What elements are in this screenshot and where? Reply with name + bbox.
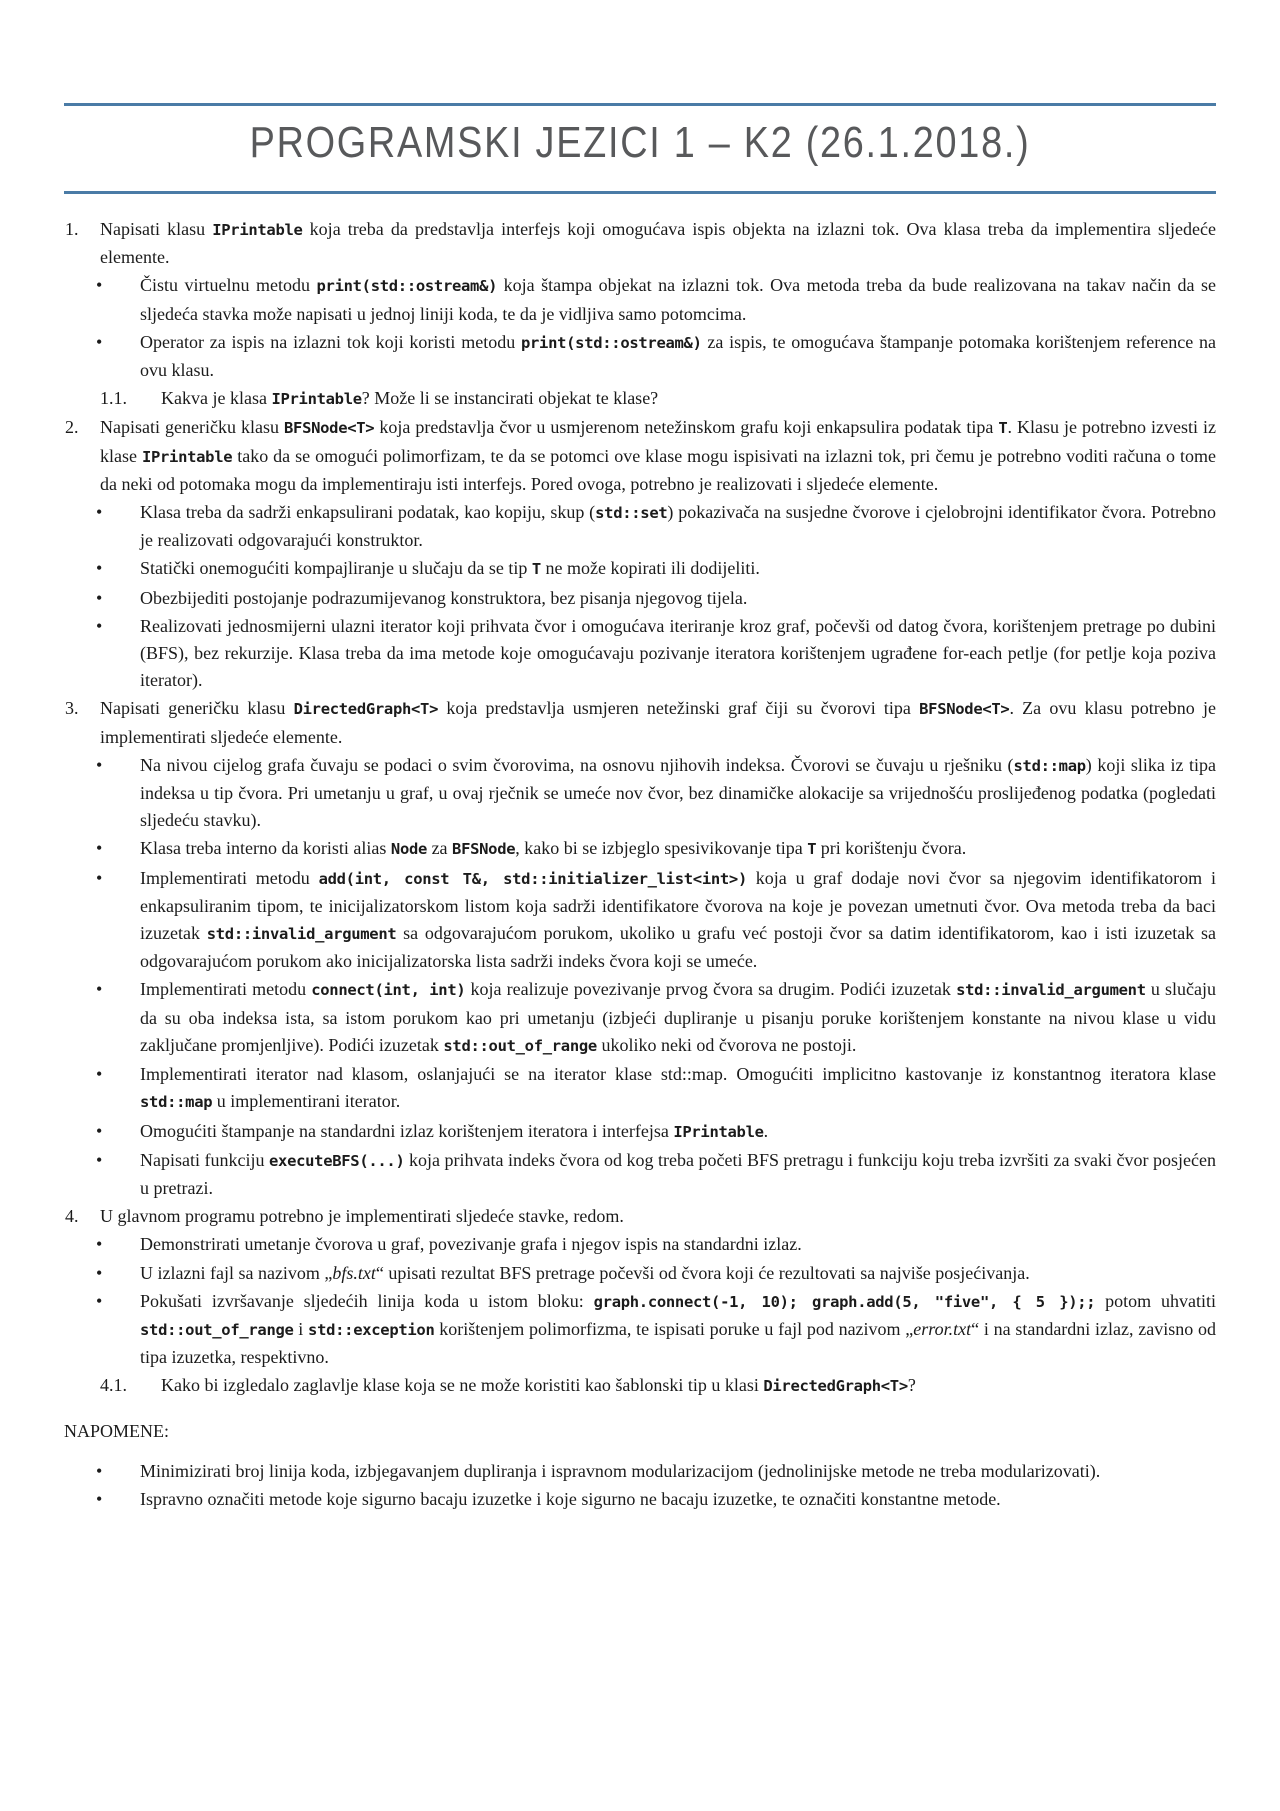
title-block (64, 103, 1216, 194)
inline-code: executeBFS(...) (269, 1151, 405, 1170)
item-text: Kako bi izgledalo zaglavlje klase koja se ne može koristiti kao šablonski tip u klasi DirectedGraph<T>? (161, 1375, 916, 1396)
inline-code: DirectedGraph<T> (763, 1377, 908, 1396)
inline-code: std::map (140, 1093, 213, 1112)
inline-code: IPrintable (271, 390, 362, 409)
item-text: Demonstrirati umetanje čvorova u graf, povezivanje grafa i njegov ispis na standardni izlaz. (140, 1234, 802, 1255)
item-text: Obezbijediti postojanje podrazumijevanog konstruktora, bez pisanja njegovog tijela. (140, 587, 748, 608)
task-2-bullet-2 (64, 555, 1216, 583)
item-text: Pokušati izvršavanje sljedećih linija koda u istom bloku: graph.connect(-1, 10); graph.add(5, "five", { 5 });; potom uhvatiti std::out_of_range i std::exception korištenjem polimorfizma, te ispisati poruke u fajl pod nazivom „error.txt“ i na standardni izlaz, zavisno od tipa izuzetka, respektivno. (140, 1290, 1216, 1368)
bullet-marker: • (96, 615, 103, 636)
number-marker: 1. (65, 219, 79, 239)
inline-code: BFSNode<T> (284, 419, 375, 438)
bullet-marker: • (96, 1262, 103, 1283)
inline-code: BFSNode (452, 840, 516, 859)
item-text: Operator za ispis na izlazni tok koji koristi metodu print(std::ostream&) za ispis, te omogućava štampanje potomaka korištenjem reference na ovu klasu. (140, 331, 1216, 381)
task-2-bullet-1 (64, 499, 1216, 554)
inline-code: print(std::ostream&) (316, 277, 498, 296)
task-3-bullet-1 (64, 752, 1216, 835)
bullet-marker: • (96, 1290, 103, 1311)
italic-text: bfs.txt (332, 1262, 376, 1283)
inline-code: IPrintable (212, 221, 303, 239)
item-text: Realizovati jednosmijerni ulazni iterator koji prihvata čvor i omogućava iteriranje kroz graf, počevši od datog čvora, korištenjem pretrage po dubini (BFS), bez rekurzije. Klasa treba da ima metode koje omogućavaju pozivanje iteratora korištenjem ugrađene for-each petlje (for petlje koja poziva iterator). (140, 615, 1216, 691)
item-text: Napisati funkciju executeBFS(...) koja prihvata indeks čvora od kog treba početi BFS pretragu i funkciju koju treba izvršiti za svaki čvor posjećen u pretrazi. (140, 1149, 1216, 1198)
title-rule-bottom (64, 191, 1216, 194)
inline-code: std::set (595, 504, 668, 523)
item-text: Napisati klasu IPrintable koja treba da predstavlja interfejs koji omogućava ispis objekta na izlazni tok. Ova klasa treba da implementira sljedeće elemente. (100, 219, 1216, 268)
item-text: Klasa treba da sadrži enkapsulirani podatak, kao kopiju, skup (std::set) pokazivača na susjedne čvorove i cjelobrojni identifikator čvora. Potrebno je realizovati odgovarajući konstruktor. (140, 502, 1216, 551)
item-text: Statički onemogućiti kompajliranje u slučaju da se tip T ne može kopirati ili dodijeliti. (140, 558, 760, 579)
bullet-marker: • (96, 1488, 103, 1509)
inline-code: Node (390, 840, 428, 859)
task-2-bullet-4 (64, 613, 1216, 695)
bullet-marker: • (96, 558, 103, 579)
bullet-marker: • (96, 754, 103, 775)
inline-code: std::out_of_range (443, 1036, 597, 1055)
inline-code: T (531, 560, 541, 579)
item-text: Kakva je klasa IPrintable? Može li se instancirati objekat te klase? (161, 388, 659, 409)
task-2 (64, 414, 1216, 498)
document-body (64, 216, 1216, 1514)
task-3 (64, 695, 1216, 750)
question-4-1 (64, 1372, 1216, 1400)
task-4-bullet-1 (64, 1231, 1216, 1258)
task-4 (64, 1203, 1216, 1230)
task-3-bullet-3 (64, 865, 1216, 976)
task-3-bullet-6 (64, 1118, 1216, 1146)
task-3-bullet-7 (64, 1147, 1216, 1202)
item-text: Ispravno označiti metode koje sigurno bacaju izuzetke i koje sigurno ne bacaju izuzetke, te označiti konstantne metode. (140, 1488, 1001, 1509)
inline-code: T (807, 840, 817, 859)
inline-code: T (998, 419, 1008, 438)
notes-heading (64, 1418, 1216, 1445)
task-3-bullet-4 (64, 976, 1216, 1060)
item-text: Minimizirati broj linija koda, izbjegavanjem dupliranja i ispravnom modularizacijom (jednolinijske metode ne treba modularizovati). (140, 1460, 1101, 1481)
item-text: Napisati generičku klasu BFSNode<T> koja predstavlja čvor u usmjerenom netežinskom grafu koji enkapsulira podatak tipa T. Klasu je potrebno izvesti iz klase IPrintable tako da se omogući polimorfizam, te da se potomci ove klase mogu ispisivati na izlazni tok, pri čemu je potrebno voditi računa o tome da neki od potomaka mogu da implementiraju isti interfejs. Pored ovoga, potrebno je realizovati i sljedeće elemente. (100, 417, 1217, 494)
task-4-bullet-3 (64, 1288, 1216, 1372)
inline-code: IPrintable (141, 447, 233, 466)
bullet-marker: • (96, 587, 103, 608)
inline-code: std::exception (308, 1320, 435, 1339)
question-1-1 (64, 385, 1216, 413)
bullet-marker: • (96, 1234, 103, 1255)
bullet-marker: • (96, 1149, 103, 1170)
item-text: U glavnom programu potrebno je implementirati sljedeće stavke, redom. (100, 1206, 624, 1227)
bullet-marker: • (96, 1064, 103, 1085)
bullet-marker: • (96, 838, 103, 859)
item-text: Klasa treba interno da koristi alias Node za BFSNode, kako bi se izbjeglo spesivikovanje tipa T pri korištenju čvora. (140, 838, 967, 859)
bullet-marker: • (96, 275, 103, 296)
inline-code: std::map (1013, 756, 1086, 775)
task-1-bullet-2 (64, 329, 1216, 384)
item-text: U izlazni fajl sa nazivom „bfs.txt“ upisati rezultat BFS pretrage počevši od čvora koji će rezultovati sa najviše posjećivanja. (140, 1262, 1030, 1283)
inline-code: DirectedGraph<T> (293, 700, 439, 719)
inline-code: add(int, const T&, std::initializer_list<int>) (318, 869, 747, 888)
inline-code: graph.connect(-1, 10); graph.add(5, "five", { 5 });; (593, 1292, 1096, 1311)
task-4-bullet-2 (64, 1260, 1216, 1287)
inline-code: print(std::ostream&) (520, 333, 702, 352)
number-marker: 2. (65, 417, 79, 438)
task-1-bullet-1 (64, 272, 1216, 327)
inline-code: IPrintable (673, 1122, 764, 1141)
number-marker: 4.1. (100, 1375, 127, 1396)
item-text: Implementirati metodu add(int, const T&, std::initializer_list<int>) koja u graf dodaje novi čvor sa njegovim identifikatorom i enkapsuliranim tipom, te inicijalizatorskom listom koja sadrži identifikatore čvorova na koje je povezan umetnuti čvor. Ova metoda treba da baci izuzetak std::invalid_argument sa odgovarajućom porukom, ukoliko u grafu već postoji čvor sa datim identifikatorom, kao i isti izuzetak sa odgovarajućom porukom ako inicijalizatorska lista sadrži indeks čvora koji se umeće. (140, 867, 1216, 972)
task-3-bullet-2 (64, 835, 1216, 863)
bullet-marker: • (96, 867, 103, 888)
task-1 (64, 216, 1216, 271)
inline-code: std::invalid_argument (956, 981, 1146, 1000)
inline-code: std::out_of_range (140, 1320, 294, 1339)
inline-code: std::invalid_argument (206, 925, 397, 944)
note-bullet-1 (64, 1458, 1216, 1485)
number-marker: 3. (65, 698, 79, 719)
bullet-marker: • (96, 1460, 103, 1481)
bullet-marker: • (96, 979, 103, 1000)
page-title: PROGRAMSKI JEZICI 1 – K2 (26.1.2018.) (249, 118, 1031, 167)
number-marker: 4. (65, 1206, 79, 1227)
task-3-bullet-5 (64, 1061, 1216, 1116)
task-2-bullet-3 (64, 585, 1216, 612)
inline-code: BFSNode<T> (919, 700, 1010, 719)
number-marker: 1.1. (100, 388, 127, 409)
italic-text: error.txt (913, 1318, 972, 1339)
item-text: Na nivou cijelog grafa čuvaju se podaci o svim čvorovima, na osnovu njihovih indeksa. Čvorovi se čuvaju u rješniku (std::map) koji slika iz tipa indeksa u tip čvora. Pri umetanju u graf, u ovaj rječnik se umeće nov čvor, bez dinamičke alokacije sa vrijednošću proslijeđenog podatka (pogledati sljedeću stavku). (140, 754, 1216, 831)
item-text: Omogućiti štampanje na standardni izlaz korištenjem iteratora i interfejsa IPrintable. (140, 1120, 769, 1141)
bullet-marker: • (96, 331, 103, 352)
note-bullet-2 (64, 1486, 1216, 1513)
item-text: NAPOMENE: (64, 1420, 170, 1441)
inline-code: connect(int, int) (311, 981, 466, 1000)
bullet-marker: • (96, 1120, 103, 1141)
item-text: Napisati generičku klasu DirectedGraph<T> koja predstavlja usmjeren netežinski graf čiji su čvorovi tipa BFSNode<T>. Za ovu klasu potrebno je implementirati sljedeće elemente. (100, 698, 1216, 747)
item-text: Implementirati iterator nad klasom, oslanjajući se na iterator klase std::map. Omogućiti implicitno kastovanje iz konstantnog iteratora klase std::map u implementirani iterator. (140, 1064, 1216, 1112)
bullet-marker: • (96, 502, 103, 523)
item-text: Implementirati metodu connect(int, int) koja realizuje povezivanje prvog čvora sa drugim. Podići izuzetak std::invalid_argument u slučaju da su oba indeksa ista, sa istom porukom kao pri umetanju (izbjeći dupliranje u pisanju poruke korištenjem konstante na nivou klase u vidu zaključane promjenljive). Podići izuzetak std::out_of_range ukoliko neki od čvorova ne postoji. (140, 979, 1216, 1055)
item-text: Čistu virtuelnu metodu print(std::ostream&) koja štampa objekat na izlazni tok. Ova metoda treba da bude realizovana na takav način da se sljedeća stavka može napisati u jednoj liniji koda, te da je vidljiva samo potomcima. (140, 275, 1216, 324)
